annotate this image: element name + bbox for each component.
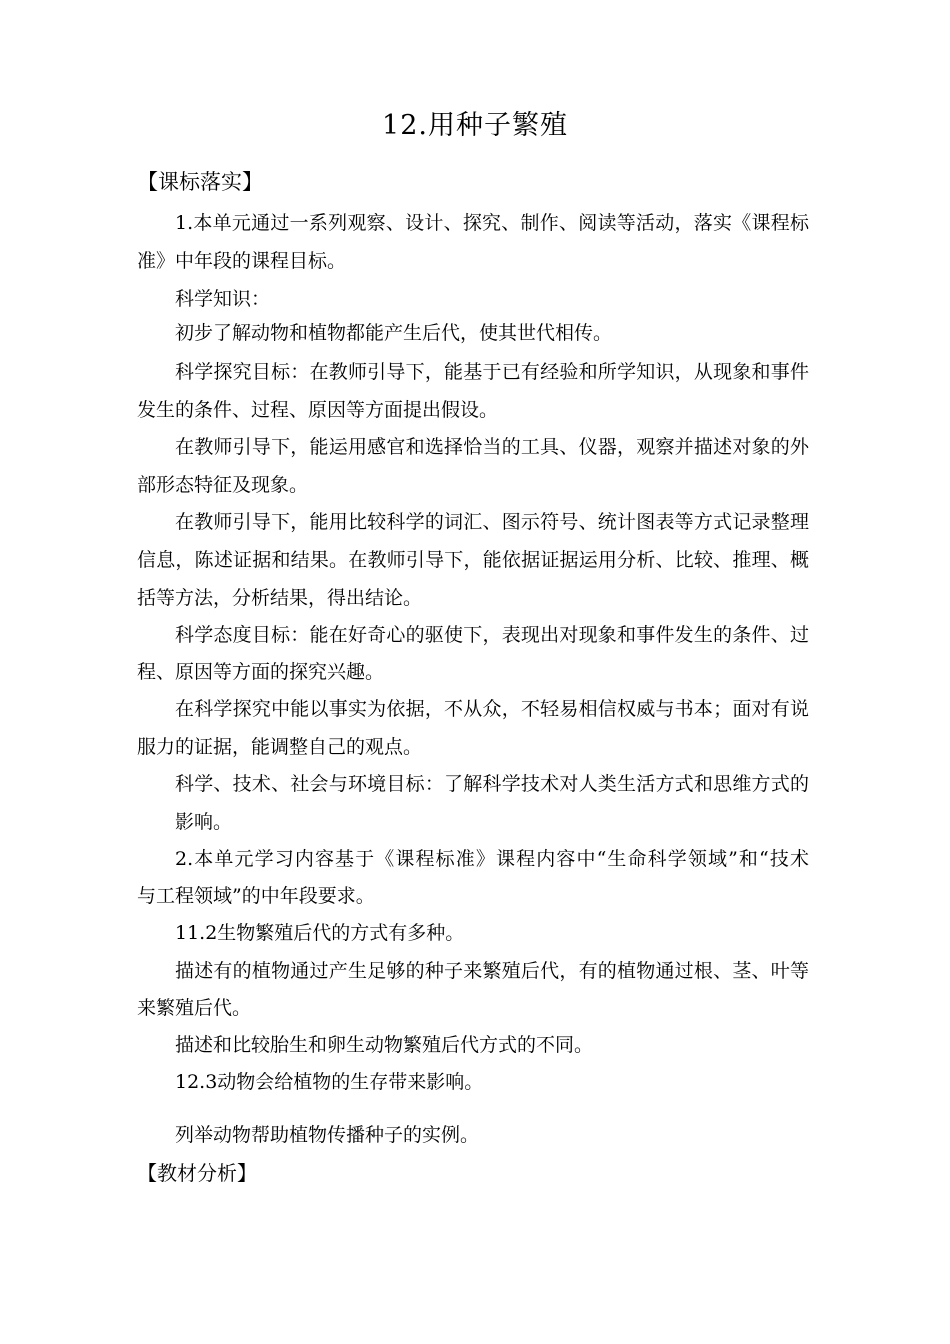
paragraph-line: 科学态度目标：能在好奇心的驱使下，表现出对现象和事件发生的条件、过 (175, 624, 809, 646)
paragraph-line: 科学知识： (175, 288, 271, 310)
document-title: 12.用种子繁殖 (382, 110, 568, 141)
section-heading-standards: 【课标落实】 (137, 170, 263, 194)
paragraph-line: 初步了解动物和植物都能产生后代，使其世代相传。 (175, 322, 613, 344)
section-heading-analysis: 【教材分析】 (137, 1161, 257, 1185)
paragraph-line: 影响。 (175, 811, 233, 833)
paragraph-line: 在科学探究中能以事实为依据，不从众，不轻易相信权威与书本；面对有说 (175, 698, 809, 720)
paragraph-line: 来繁殖后代。 (137, 997, 252, 1019)
paragraph-line: 列举动物帮助植物传播种子的实例。 (175, 1124, 480, 1146)
paragraph-line: 在教师引导下，能用比较科学的词汇、图示符号、统计图表等方式记录整理 (175, 511, 809, 533)
paragraph-line: 信息，陈述证据和结果。在教师引导下，能依据证据运用分析、比较、推理、概 (137, 549, 809, 571)
paragraph-line: 2.本单元学习内容基于《课程标准》课程内容中“生命科学领域”和“技术 (175, 848, 809, 870)
paragraph-line: 描述有的植物通过产生足够的种子来繁殖后代，有的植物通过根、茎、叶等 (175, 960, 809, 982)
paragraph-line: 12.3动物会给植物的生存带来影响。 (175, 1071, 484, 1093)
paragraph-line: 描述和比较胎生和卵生动物繁殖后代方式的不同。 (175, 1034, 594, 1056)
paragraph-line: 与工程领域”的中年段要求。 (137, 885, 375, 907)
paragraph-line: 发生的条件、过程、原因等方面提出假设。 (137, 399, 499, 421)
paragraph-line: 科学探究目标：在教师引导下，能基于已有经验和所学知识，从现象和事件 (175, 361, 809, 383)
paragraph-line: 在教师引导下，能运用感官和选择恰当的工具、仪器，观察并描述对象的外 (175, 436, 809, 458)
paragraph-line: 服力的证据，能调整自己的观点。 (137, 736, 423, 758)
paragraph-line: 科学、技术、社会与环境目标：了解科学技术对人类生活方式和思维方式的 (175, 773, 809, 795)
paragraph-line: 程、原因等方面的探究兴趣。 (137, 661, 385, 683)
paragraph-line: 1.本单元通过一系列观察、设计、探究、制作、阅读等活动，落实《课程标 (175, 212, 809, 234)
paragraph-line: 括等方法，分析结果，得出结论。 (137, 587, 423, 609)
paragraph-line: 11.2生物繁殖后代的方式有多种。 (175, 922, 465, 944)
paragraph-line: 准》中年段的课程目标。 (137, 250, 347, 272)
paragraph-line: 部形态特征及现象。 (137, 474, 309, 496)
